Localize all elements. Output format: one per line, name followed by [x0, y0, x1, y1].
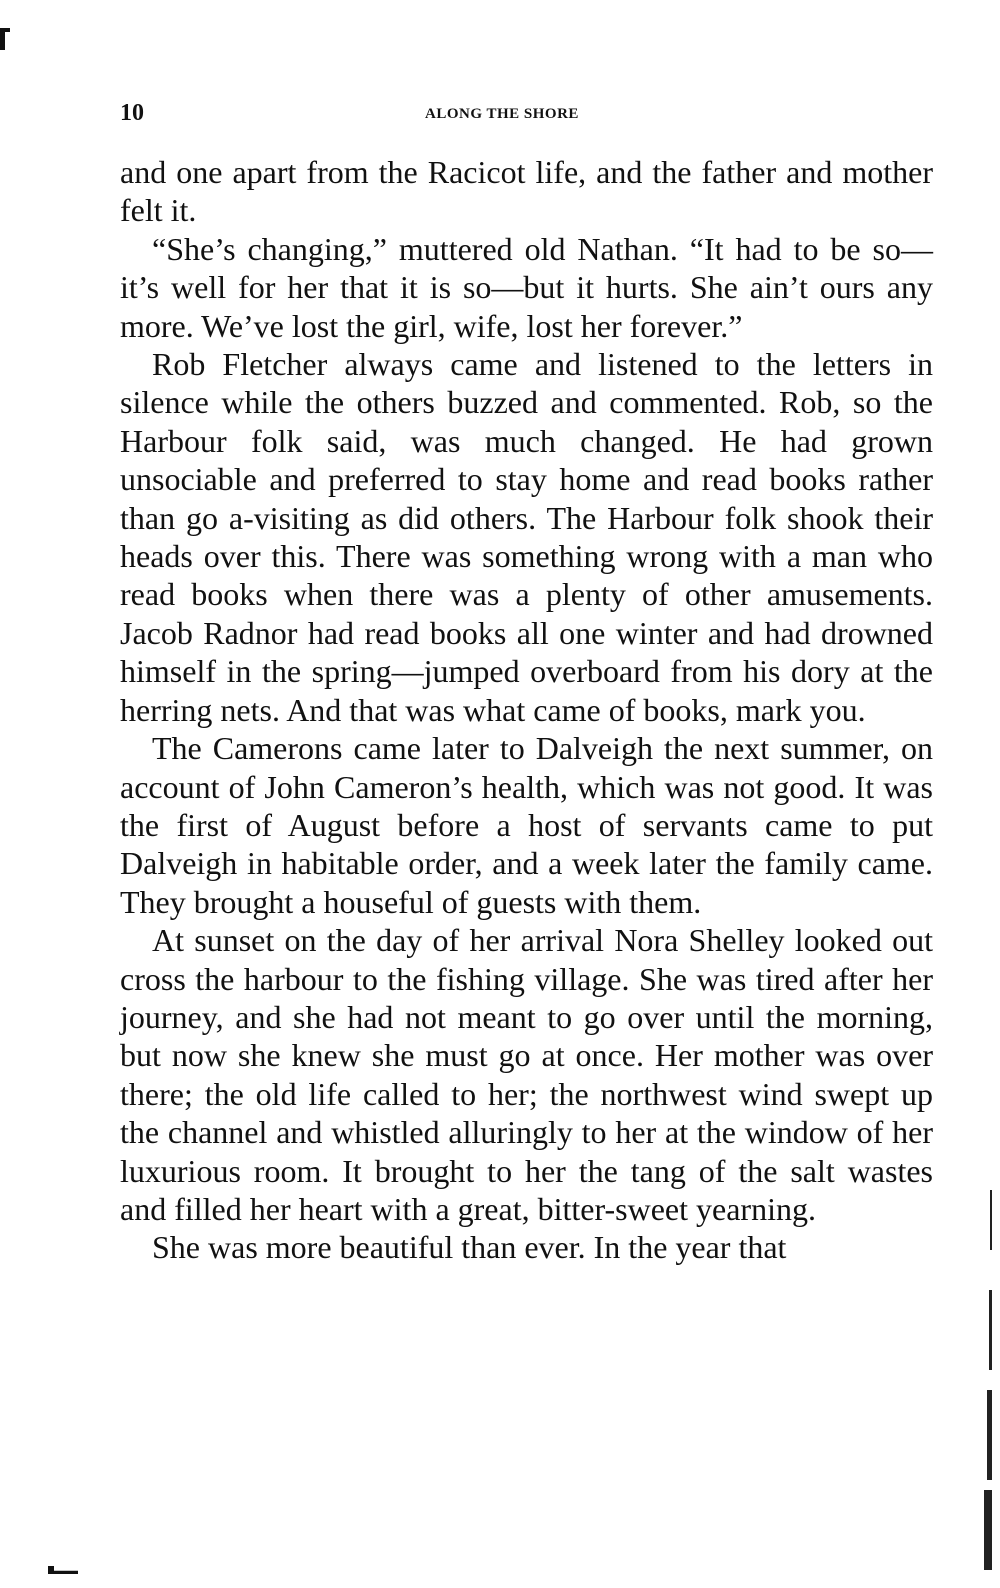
page-header [120, 100, 940, 132]
running-head: ALONG THE SHORE [425, 106, 579, 122]
paragraph: The Camerons came later to Dalveigh the next summer, on account of John Cameron’s health, which was not good. It was the first of August before a host of servants came to put Dalveigh in habitable order, and a week later the family came. They brought a houseful of guests with them. [120, 730, 933, 920]
paragraph: and one apart from the Racicot life, and the father and mother felt it. [120, 154, 933, 229]
paragraph: At sunset on the day of her arrival Nora Shelley looked out cross the harbour to the fishing village. She was tired after her journey, and she had not meant to go over until the morning, but now she knew she must go at once. Her mother was over there; the old life called to her; the northwest wind swept up the channel and whistled alluringly to her at the window of her luxurious room. It brought to her the tang of the salt wastes and filled her heart with a great, bitter-sweet yearning. [120, 922, 933, 1227]
page-number: 10 [120, 100, 144, 126]
body-text [120, 153, 933, 1267]
paragraph: Rob Fletcher always came and listened to the letters in silence while the others buzzed and commented. Rob, so the Harbour folk said, was much changed. He had grown unsociable and preferred to stay home and read books rather than go a-visiting as did others. The Harbour folk shook their heads over this. There was something wrong with a man who read books when there was a plenty of other amusements. Jacob Radnor had read books all one winter and had drowned himself in the spring—jumped overboard from his dory at the herring nets. And that was what came of books, mark you. [120, 346, 933, 728]
scan-edge-marks [978, 1190, 992, 1580]
scan-bottom-mark [48, 1566, 78, 1574]
paragraph: “She’s changing,” muttered old Nathan. “It had to be so—it’s well for her that it is so—but it hurts. She ain’t ours any more. We’ve lost the girl, wife, lost her forever.” [120, 230, 933, 344]
paragraph: She was more beautiful than ever. In the year that [152, 1229, 787, 1266]
scan-corner-mark [0, 28, 5, 50]
